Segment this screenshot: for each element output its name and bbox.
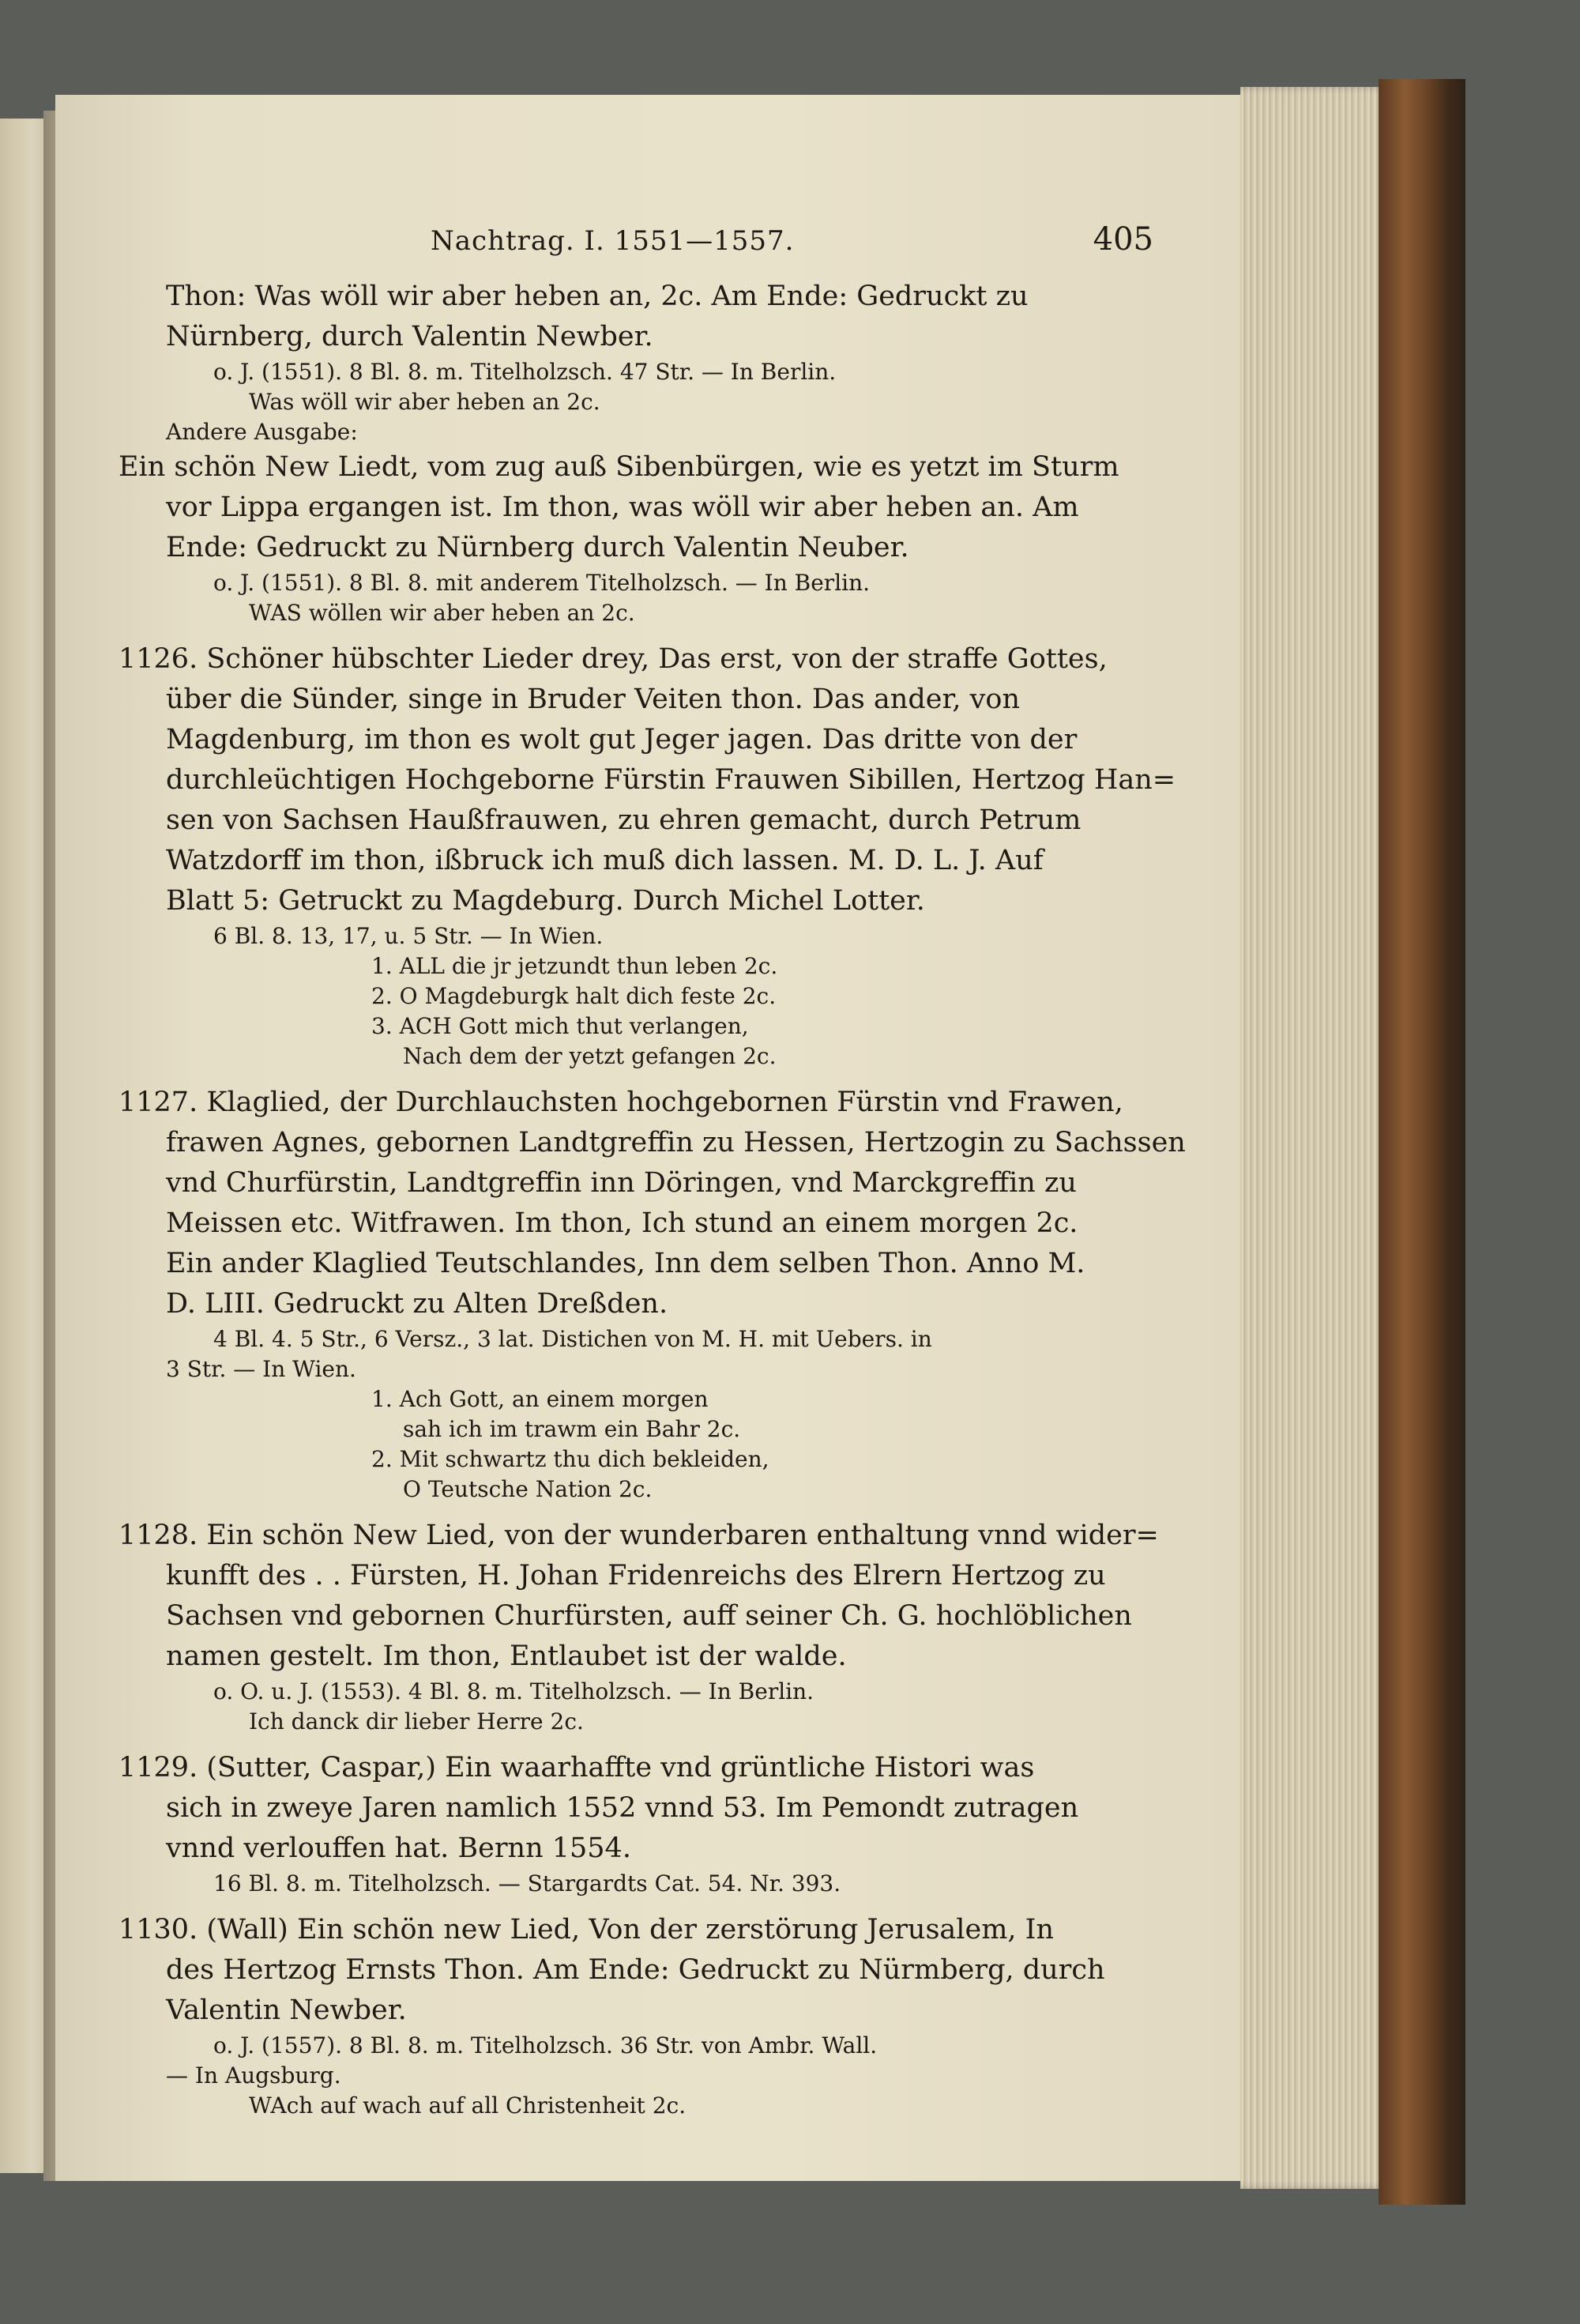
text-line: Ein ander Klaglied Teutschlandes, Inn dem selben Thon. Anno M. <box>166 1248 1085 1279</box>
description-line: — In Augsburg. <box>166 2062 341 2089</box>
text-line: frawen Agnes, gebornen Landtgreffin zu Hessen, Hertzogin zu Sachssen <box>166 1127 1186 1158</box>
incipit-line: WAS wöllen wir aber heben an 2c. <box>249 600 635 626</box>
description-line: 4 Bl. 4. 5 Str., 6 Versz., 3 lat. Distichen von M. H. mit Uebers. in <box>213 1326 932 1352</box>
text-line: Magdenburg, im thon es wolt gut Jeger jagen. Das dritte von der <box>166 724 1078 755</box>
page-content <box>118 221 1186 2121</box>
description-line: o. J. (1551). 8 Bl. 8. m. Titelholzsch. 47 Str. — In Berlin. <box>213 359 837 385</box>
incipit-line: 1. ALL die jr jetzundt thun leben 2c. <box>371 953 778 979</box>
incipit-line: 2. O Magdeburgk halt dich feste 2c. <box>371 983 777 1009</box>
text-line: über die Sünder, singe in Bruder Veiten thon. Das ander, von <box>166 684 1020 715</box>
entry-1130: 1130. (Wall) Ein schön new Lied, Von der zerstörung Jerusalem, In <box>118 1914 1055 1945</box>
text-line: vnnd verlouffen hat. Bernn 1554. <box>166 1832 631 1864</box>
description-line: 6 Bl. 8. 13, 17, u. 5 Str. — In Wien. <box>213 923 604 949</box>
entry-1129: 1129. (Sutter, Caspar,) Ein waarhafftе vnd grüntliche Histori was <box>118 1752 1035 1783</box>
page-header <box>118 221 1153 277</box>
text-line: D. LIII. Gedruckt zu Alten Dreßden. <box>166 1288 668 1320</box>
text-line: Ende: Gedruckt zu Nürnberg durch Valentin Neuber. <box>166 532 909 563</box>
description-line: o. O. u. J. (1553). 4 Bl. 8. m. Titelholzsch. — In Berlin. <box>213 1678 814 1704</box>
text-line: des Hertzog Ernsts Thon. Am Ende: Gedruckt zu Nürmberg, durch <box>166 1954 1105 1986</box>
entry-1126: 1126. Schöner hübschter Lieder drey, Das erst, von der straffe Gottes, <box>118 643 1108 675</box>
text-line: sen von Sachsen Haußfrauwen, zu ehren gemacht, durch Petrum <box>166 804 1082 836</box>
text-line: namen gestelt. Im thon, Entlaubet ist der walde. <box>166 1640 847 1672</box>
text-line: Thon: Was wöll wir aber heben an, 2c. Am Ende: Gedruckt zu <box>166 281 1029 312</box>
description-line: 16 Bl. 8. m. Titelholzsch. — Stargardts Cat. 54. Nr. 393. <box>213 1870 841 1896</box>
text-line: Sachsen vnd gebornen Churfürsten, auff seiner Ch. G. hochlöblichen <box>166 1600 1132 1632</box>
edition-label: Andere Ausgabe: <box>166 419 358 445</box>
page-edges <box>1240 87 1390 2189</box>
book-cover <box>1379 79 1465 2205</box>
entry-1127: 1127. Klaglied, der Durchlauchsten hochgebornen Fürstin vnd Frawen, <box>118 1087 1123 1118</box>
description-line: o. J. (1551). 8 Bl. 8. mit anderem Titelholzsch. — In Berlin. <box>213 570 871 596</box>
text-line: Blatt 5: Getruckt zu Magdeburg. Durch Michel Lotter. <box>166 885 925 917</box>
incipit-line: 3. ACH Gott mich thut verlangen, <box>371 1013 749 1039</box>
text-line: Meissen etc. Witfrawen. Im thon, Ich stund an einem morgen 2c. <box>166 1207 1078 1239</box>
incipit-line: 2. Mit schwartz thu dich bekleiden, <box>371 1446 769 1472</box>
incipit-line: sah ich im trawm ein Bahr 2c. <box>403 1416 741 1442</box>
incipit-line: Was wöll wir aber heben an 2c. <box>249 389 600 415</box>
description-line: o. J. (1557). 8 Bl. 8. m. Titelholzsch. 36 Str. von Ambr. Wall. <box>213 2032 878 2058</box>
text-line: Valentin Newber. <box>166 1994 407 2026</box>
text-line: Watzdorff im thon, ißbruck ich muß dich lassen. M. D. L. J. Auf <box>166 845 1044 876</box>
incipit-line: 1. Ach Gott, an einem morgen <box>371 1386 709 1412</box>
entry-1128: 1128. Ein schön New Lied, von der wunderbaren enthaltung vnnd wider= <box>118 1520 1159 1551</box>
running-title: Nachtrag. I. 1551—1557. <box>431 225 795 257</box>
incipit-line: Ich danck dir lieber Herre 2c. <box>249 1708 584 1735</box>
text-line: durchleüchtigen Hochgeborne Fürstin Frauwen Sibillen, Hertzog Han= <box>166 764 1176 796</box>
incipit-line: Nach dem der yetzt gefangen 2c. <box>403 1043 777 1069</box>
text-line: kunfft des . . Fürsten, H. Johan Fridenreichs des Elrern Hertzog zu <box>166 1560 1106 1591</box>
text-line: Nürnberg, durch Valentin Newber. <box>166 321 653 352</box>
incipit-line: O Teutsche Nation 2c. <box>403 1476 653 1502</box>
page-number: 405 <box>1093 221 1153 258</box>
text-line: vnd Churfürstin, Landtgreffin inn Döringen, vnd Marckgreffin zu <box>166 1167 1077 1199</box>
incipit-line: WAch auf wach auf all Christenheit 2c. <box>249 2092 687 2119</box>
text-line: vor Lippa ergangen ist. Im thon, was wöll wir aber heben an. Am <box>166 492 1079 523</box>
text-line: Ein schön New Liedt, vom zug auß Sibenbürgen, wie es yetzt im Sturm <box>118 451 1119 483</box>
text-line: sich in zweye Jaren namlich 1552 vnnd 53. Im Pemondt zutragen <box>166 1792 1079 1824</box>
description-line: 3 Str. — In Wien. <box>166 1356 356 1382</box>
